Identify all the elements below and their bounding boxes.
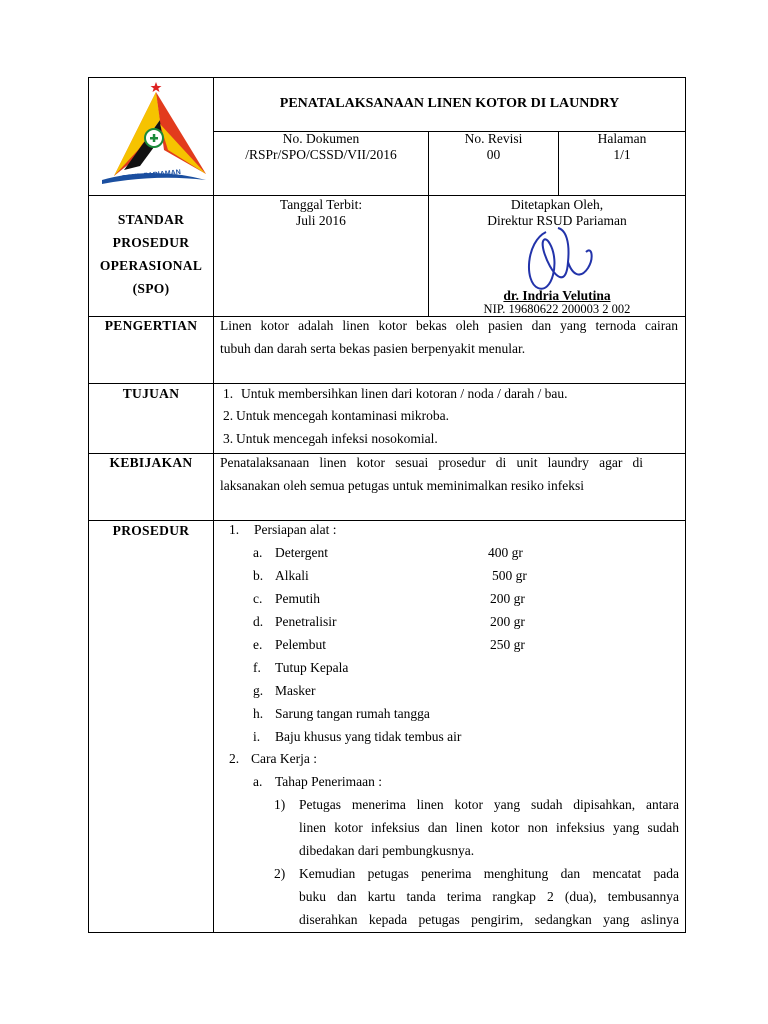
- tool-item-name: Sarung tangan rumah tangga: [275, 706, 430, 721]
- border-left: [88, 77, 89, 933]
- revision-label: No. Revisi: [464, 131, 523, 146]
- hospital-logo: [94, 80, 210, 192]
- step2-title: Cara Kerja :: [251, 751, 317, 766]
- sub-a-title: Tahap Penerimaan :: [275, 774, 383, 789]
- tool-item-letter: i.: [253, 729, 261, 744]
- spo-label-line2: PROSEDUR: [112, 235, 190, 250]
- sub-a-letter: a.: [253, 774, 263, 789]
- tool-item-quantity: 400 gr: [488, 545, 523, 560]
- kebijakan-line1: Penatalaksanaan linen kotor sesuai prosedur di unit laundry agar di: [220, 455, 643, 470]
- pengertian-line2: tubuh dan darah serta bekas pasien berpenyakit menular.: [220, 341, 526, 356]
- doc-number-value: /RSPr/SPO/CSSD/VII/2016: [245, 147, 397, 162]
- kebijakan-line2: laksanakan oleh semua petugas untuk meminimalkan resiko infeksi: [220, 478, 585, 493]
- spo-label-line3: OPERASIONAL: [99, 258, 203, 273]
- tool-item-letter: c.: [253, 591, 263, 606]
- tool-item-name: Penetralisir: [275, 614, 337, 629]
- tool-item-name: Tutup Kepala: [275, 660, 349, 675]
- tool-item-letter: h.: [253, 706, 264, 721]
- tool-item-name: Baju khusus yang tidak tembus air: [275, 729, 462, 744]
- tujuan-item-2-num: 2.: [223, 408, 234, 423]
- kebijakan-label: KEBIJAKAN: [109, 455, 193, 470]
- tujuan-label: TUJUAN: [122, 386, 180, 401]
- director-name: dr. Indria Velutina: [503, 288, 611, 303]
- tool-item-quantity: 200 gr: [490, 591, 525, 606]
- issue-date-value: Juli 2016: [296, 213, 346, 228]
- tool-item-quantity: 500 gr: [492, 568, 527, 583]
- spo-label-line1: STANDAR: [117, 212, 185, 227]
- point2-line2: buku dan kartu tanda terima rangkap 2 (dua), tembusannya: [299, 889, 679, 904]
- director-nip: NIP. 19680622 200003 2 002: [483, 302, 631, 316]
- tool-item-quantity: 200 gr: [490, 614, 525, 629]
- prosedur-label: PROSEDUR: [112, 523, 190, 538]
- border-bottom: [88, 932, 686, 933]
- tool-item-letter: d.: [253, 614, 264, 629]
- tool-item-name: Alkali: [275, 568, 309, 583]
- tujuan-item-1-num: 1.: [223, 386, 234, 401]
- border-right: [685, 77, 686, 933]
- issue-date-label: Tanggal Terbit:: [279, 197, 363, 212]
- doc-number-label: No. Dokumen: [282, 131, 360, 146]
- tujuan-item-2: Untuk mencegah kontaminasi mikroba.: [236, 408, 449, 423]
- revision-value: 00: [486, 147, 501, 162]
- set-by-line2: Direktur RSUD Pariaman: [487, 213, 627, 228]
- tool-item-name: Pelembut: [275, 637, 326, 652]
- tool-item-name: Pemutih: [275, 591, 321, 606]
- divider-kebijakan: [88, 520, 686, 521]
- point2-num: 2): [274, 866, 286, 881]
- page-value: 1/1: [613, 147, 631, 162]
- divider-pengertian: [88, 383, 686, 384]
- spo-label-line4: (SPO): [132, 281, 170, 296]
- tool-item-letter: g.: [253, 683, 264, 698]
- point1-line1: Petugas menerima linen kotor yang sudah dipisahkan, antara: [299, 797, 679, 812]
- document-title: PENATALAKSANAAN LINEN KOTOR DI LAUNDRY: [279, 96, 620, 111]
- tool-item-letter: f.: [253, 660, 261, 675]
- pengertian-line1: Linen kotor adalah linen kotor bekas oleh pasien dan yang ternoda cairan: [220, 318, 678, 333]
- tujuan-item-1: Untuk membersihkan linen dari kotoran / noda / darah / bau.: [241, 386, 568, 401]
- step1-title: Persiapan alat :: [254, 522, 337, 537]
- point1-line2: linen kotor infeksius dan linen kotor non infeksius yang sudah: [299, 820, 679, 835]
- divider-header: [88, 195, 686, 196]
- set-by-line1: Ditetapkan Oleh,: [510, 197, 604, 212]
- border-top: [88, 77, 686, 78]
- tool-item-letter: e.: [253, 637, 263, 652]
- point2-line1: Kemudian petugas penerima menghitung dan mencatat pada: [299, 866, 679, 881]
- logo-text: RSUD PARIAMAN: [121, 168, 182, 183]
- point1-line3: dibedakan dari pembungkusnya.: [299, 843, 475, 858]
- tujuan-item-3: Untuk mencegah infeksi nosokomial.: [236, 431, 438, 446]
- point1-num: 1): [274, 797, 286, 812]
- step1-num: 1.: [229, 522, 240, 537]
- tool-item-letter: b.: [253, 568, 264, 583]
- tool-item-letter: a.: [253, 545, 263, 560]
- page-label: Halaman: [597, 131, 647, 146]
- tool-item-name: Masker: [275, 683, 316, 698]
- step2-num: 2.: [229, 751, 240, 766]
- point2-line3: diserahkan kepada petugas pengirim, sedangkan yang aslinya: [299, 912, 679, 927]
- pengertian-label: PENGERTIAN: [104, 318, 198, 333]
- tujuan-item-3-num: 3.: [223, 431, 234, 446]
- divider-tujuan: [88, 453, 686, 454]
- tool-item-name: Detergent: [275, 545, 328, 560]
- tool-item-quantity: 250 gr: [490, 637, 525, 652]
